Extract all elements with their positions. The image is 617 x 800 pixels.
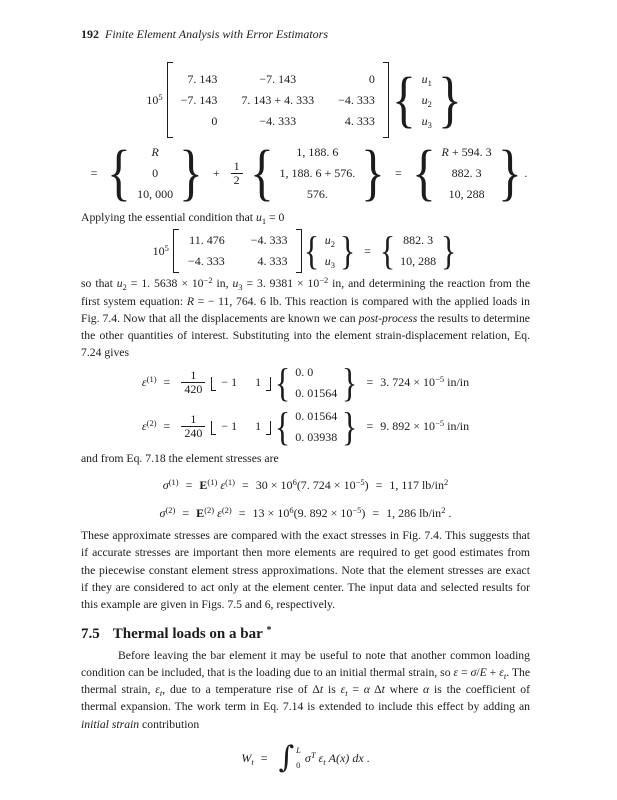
numeric-expression: $30 \times 10^6(7$. $724 \times 10^{-5}$)	[255, 476, 369, 492]
matrix-cell: −4. 333	[259, 113, 297, 128]
stress-intro-text: and from Eq. 7.18 the element stresses are	[81, 451, 279, 465]
coefficient-base: 10	[146, 92, 159, 107]
math-var: ε	[340, 683, 346, 697]
text-run: +	[486, 665, 500, 679]
rhs-vector	[397, 233, 439, 269]
vector-entry: R	[151, 144, 159, 159]
section-number: 7.5	[81, 625, 100, 642]
fraction	[181, 369, 205, 396]
text-run: , due to a temperature rise of Δ	[162, 683, 320, 697]
row-vector-cells	[216, 375, 266, 391]
vector-entry: 10, 288	[448, 186, 485, 201]
vector-entry: 0. 03938	[295, 429, 338, 444]
unknown-vector	[322, 233, 338, 269]
upper-limit: L	[296, 745, 301, 756]
integrand: $\sigma^T$ $\varepsilon_t$ A(x) dx .	[304, 749, 370, 767]
math-sup: −2	[203, 275, 213, 286]
equals-sign: =	[364, 243, 371, 258]
equals-sign: =	[242, 477, 249, 492]
math-var: ε	[499, 665, 504, 679]
math-sub: 1	[261, 216, 267, 226]
left-brace: {	[275, 359, 291, 405]
math-var: t	[381, 683, 385, 697]
equals-sign: =	[366, 419, 374, 434]
fraction	[181, 413, 205, 440]
row-cell: 1	[255, 418, 262, 433]
vector-entry: $u_2$	[324, 233, 335, 250]
math-var-u: u	[232, 277, 239, 291]
text-run: /	[476, 665, 480, 679]
matrix-cell: −4. 333	[187, 254, 225, 269]
matrix-cell: 11. 476	[189, 233, 225, 248]
math-sub: t	[159, 688, 163, 699]
math-sub: 2	[122, 282, 127, 293]
right-brace: }	[339, 228, 356, 274]
strain-symbol: $\varepsilon^{(1)}$	[141, 374, 157, 390]
section-star: *	[266, 624, 272, 636]
right-brace: }	[441, 228, 457, 274]
vector-entry: 0. 0	[295, 364, 314, 379]
matrix-cell: 4. 333	[344, 113, 375, 128]
right-brace: }	[342, 403, 358, 449]
reduced-matrix	[188, 233, 288, 269]
paragraph-stress-discussion: These approximate stresses are compared with the exact stresses in Fig. 7.4. This suggests that if accurate stresses are important then more elements are required to get good estimates from the piecewise constant element stress approximations. Note that the element stresses are exact if they are considered to act only at the element center. The input data and selected results for this example are given in Figs. 7.5 and 6, respectively.	[81, 529, 530, 612]
vector-entry: 10, 288	[400, 254, 437, 269]
matrix-cell: 4. 333	[257, 254, 288, 269]
italic-run: initial strain	[81, 717, 140, 731]
text-run: the results to determine the other quantities of interest. Substituting into the element strain-displacement relation, Eq. 7.24 gives	[81, 311, 530, 360]
vector-entry: $u_1$	[421, 71, 432, 88]
equals-sign: =	[182, 505, 190, 520]
result-value: 3. $724 \times 10^{-5}$ in/in	[380, 374, 470, 390]
integral-limits	[296, 743, 301, 773]
math-var: α	[363, 683, 370, 697]
italic-run: post-process	[358, 311, 418, 325]
vector-entry: $u_3$	[324, 254, 335, 271]
matrix-cell: −7. 143	[180, 92, 218, 107]
row-cell: − 1	[221, 374, 238, 389]
left-brace: {	[304, 228, 320, 274]
distributed-load-vector	[276, 145, 358, 202]
left-bracket	[167, 62, 173, 138]
vector-entry: 0	[152, 165, 159, 180]
equation-assembled-system	[81, 62, 530, 138]
equals-sign: =	[163, 419, 171, 434]
vector-entry: 1, 188. 6 + 576.	[279, 165, 356, 180]
right-brace: }	[342, 359, 358, 405]
fraction-numerator: 1	[190, 412, 197, 427]
left-brace: {	[275, 403, 291, 449]
math-sub: t	[251, 756, 254, 767]
math-var: ε	[453, 665, 459, 679]
text-run: = 0	[266, 211, 285, 224]
left-brace: {	[107, 139, 132, 207]
math-var: t	[319, 683, 324, 697]
right-brace: }	[497, 139, 522, 207]
displacement-subvector	[292, 409, 340, 445]
text-run: . The thermal strain,	[81, 665, 531, 697]
page-number: 192	[81, 27, 99, 41]
plus-sign: +	[212, 165, 220, 180]
vector-entry: 0. 01564	[295, 385, 338, 400]
math-var-R: R	[186, 294, 194, 308]
matrix-cell: −4. 333	[250, 233, 288, 248]
right-bracket	[296, 229, 302, 273]
text-run: =	[347, 683, 364, 697]
vector-entry: 10, 000	[137, 186, 174, 201]
math-sub: t	[503, 670, 507, 681]
text-run: is	[323, 683, 341, 697]
equation-strain-element-1	[81, 359, 530, 405]
right-brace: }	[179, 139, 203, 207]
text-run: = 3. 9381 × 10	[242, 277, 320, 291]
math-sup: −2	[319, 275, 329, 286]
right-half-bracket	[266, 421, 271, 435]
text-run: Δ	[369, 683, 382, 697]
text-run: in,	[212, 277, 233, 291]
reaction-vector	[134, 145, 176, 202]
text-run: = − 11, 764. 6 lb. This reaction is compared with the applied loads in Fig. 7.4. Now that all the displacements are known we can	[81, 294, 530, 325]
equals-sign: =	[238, 505, 246, 520]
period: .	[524, 165, 528, 180]
integral	[279, 742, 301, 774]
math-var-u: u	[116, 277, 123, 291]
fraction-numerator: 1	[190, 368, 197, 383]
coefficient-10-5	[146, 93, 162, 108]
matrix-cell: 0	[368, 71, 375, 86]
left-brace: {	[411, 139, 436, 207]
vector-entry: R + 594. 3	[441, 144, 492, 159]
coefficient-exponent: 5	[158, 91, 163, 102]
row-vector-cells	[216, 419, 266, 435]
equation-stress-element-1	[81, 475, 530, 495]
lower-limit: 0	[296, 760, 301, 771]
math-sub: t	[345, 688, 348, 699]
equals-sign: =	[394, 165, 402, 180]
equals-sign: =	[372, 505, 380, 520]
modulus-term: $E^{(1)}$ $\varepsilon^{(1)}$	[199, 476, 235, 492]
displacement-vector	[419, 72, 435, 129]
coefficient-base: 10	[152, 243, 165, 258]
integral-icon: ∫	[278, 740, 295, 776]
vector-entry: $u_3$	[421, 113, 432, 130]
fraction-numerator: 1	[233, 158, 240, 173]
left-bracket	[173, 229, 179, 273]
work-term: $W_t$	[241, 750, 254, 767]
right-brace: }	[361, 139, 386, 207]
page-header	[81, 27, 530, 42]
text-run: in, and determining the reaction from the first system equation:	[81, 277, 531, 308]
matrix-cell: 7. 143	[187, 71, 218, 86]
fraction-denominator: 420	[181, 382, 205, 396]
math-var: ε	[155, 683, 160, 697]
row-vector	[211, 419, 271, 435]
vector-entry: 576.	[306, 186, 328, 201]
text-run: is the coefficient of thermal expansion. The work term in Eq. 7.14 is extended to include this effect by adding an	[81, 683, 530, 714]
running-title: Finite Element Analysis with Error Estimators	[105, 27, 328, 41]
text-run: Applying the essential condition that	[81, 211, 256, 224]
equals-sign: =	[90, 165, 98, 180]
stress-symbol: $\sigma^{(2)}$	[159, 504, 176, 520]
equation-thermal-work	[81, 740, 530, 776]
text-run: so that	[81, 277, 117, 291]
stiffness-matrix	[181, 72, 375, 129]
equals-sign: =	[375, 477, 383, 492]
paragraph-solution	[81, 275, 530, 361]
row-cell: 1	[255, 374, 262, 389]
section-title: Thermal loads on a bar *	[112, 624, 272, 642]
text-run: Before leaving the bar element it may be useful to note that another common loading condition can be included, that is the loading due to an initial thermal strain, so	[81, 648, 530, 679]
vector-entry: 882. 3	[403, 233, 434, 248]
equation-strain-element-2	[81, 403, 530, 449]
equation-load-vectors	[81, 139, 530, 207]
left-brace: {	[249, 139, 274, 207]
equals-sign: =	[366, 375, 374, 390]
left-brace: {	[379, 228, 396, 274]
section-heading	[81, 626, 530, 643]
vector-entry: 0. 01564	[295, 408, 338, 423]
result-value: 9. $892 \times 10^{-5}$ in/in	[380, 418, 470, 434]
equals-sign: =	[185, 477, 193, 492]
text-run: where	[384, 683, 424, 697]
math-var: E	[479, 665, 487, 679]
math-var-u: u	[255, 211, 262, 224]
equation-reduced-system	[81, 229, 530, 273]
matrix-cell: 0	[211, 113, 218, 128]
matrix-cell: −7. 143	[259, 71, 297, 86]
right-bracket	[383, 62, 389, 138]
equals-sign: =	[163, 375, 171, 390]
math-sub: 3	[238, 282, 243, 293]
math-sub: t	[323, 756, 326, 767]
fraction-one-half	[231, 160, 243, 187]
resultant-vector	[439, 145, 495, 202]
stress-symbol: $\sigma^{(1)}$	[162, 476, 179, 492]
coefficient-exponent: 5	[164, 242, 169, 253]
math-var: α	[423, 683, 430, 697]
right-half-bracket	[266, 377, 271, 391]
text-run: = 1. 5638 × 10	[126, 277, 204, 291]
row-cell: − 1	[221, 418, 238, 433]
text-run: =	[458, 665, 471, 679]
fraction-denominator: 2	[231, 173, 243, 187]
math-var: σ	[470, 665, 477, 679]
paragraph-thermal-loads	[81, 647, 530, 733]
matrix-cell: 7. 143 + 4. 333	[241, 92, 315, 107]
equation-stress-element-2	[81, 503, 530, 523]
essential-condition-text	[81, 209, 530, 226]
modulus-term: $E^{(2)}$ $\varepsilon^{(2)}$	[196, 504, 232, 520]
equals-sign: =	[260, 750, 268, 765]
text-run: contribution	[139, 717, 200, 731]
right-brace: }	[437, 66, 462, 134]
strain-symbol: $\varepsilon^{(2)}$	[141, 418, 157, 434]
fraction-denominator: 240	[181, 426, 205, 440]
vector-entry: 882. 3	[451, 165, 482, 180]
result-value: 1, 286 $lb/in^2$ .	[386, 504, 452, 520]
displacement-subvector	[292, 365, 340, 401]
numeric-expression: $13 \times 10^6(9$. $892 \times 10^{-5}$)	[252, 504, 366, 520]
matrix-cell: −4. 333	[338, 92, 375, 107]
row-vector	[211, 375, 271, 391]
left-brace: {	[391, 66, 416, 134]
vector-entry: $u_2$	[421, 92, 432, 109]
coefficient-10-5	[153, 244, 169, 259]
result-value: 1, 117 $lb/in^2$	[389, 476, 449, 492]
vector-entry: 1, 188. 6	[296, 144, 339, 159]
math-sup: T	[310, 749, 316, 760]
